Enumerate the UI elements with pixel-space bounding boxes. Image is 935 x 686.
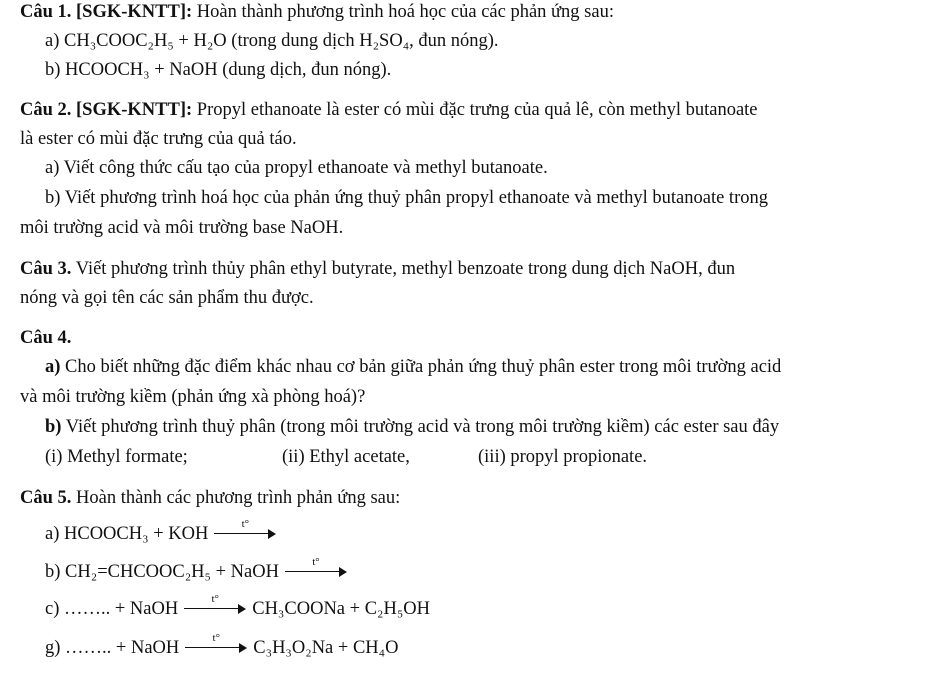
q5-g xyxy=(45,632,399,660)
q3-text2: nóng và gọi tên các sản phẩm thu được. xyxy=(20,288,314,308)
arrow-head-icon xyxy=(339,567,347,577)
q5-b-reactants: CH₂=CHCOOC₂H₅ + NaOH xyxy=(65,562,279,582)
q5-g-label: g) xyxy=(45,638,66,658)
q1-a-label: a) xyxy=(45,31,64,51)
q4-a-line xyxy=(45,355,781,379)
q5-title: Câu 5. xyxy=(20,488,72,508)
q5-c xyxy=(45,593,431,621)
q5-c-arrow xyxy=(184,593,246,618)
q1-a-equation: CH₃COOC₂H₅ + H₂O xyxy=(64,31,227,51)
q2-title: Câu 2. [SGK-KNTT]: xyxy=(20,100,193,120)
q4-a-text1: Cho biết những đặc điểm khác nhau cơ bản giữa phản ứng thuỷ phân ester trong môi trường acid xyxy=(60,357,782,377)
q5-a-arrow xyxy=(214,518,276,543)
q5-title-line xyxy=(20,486,400,510)
q2-text1: Propyl ethanoate là ester có mùi đặc trưng của quả lê, còn methyl butanoate xyxy=(192,100,758,120)
q2-b2: môi trường acid và môi trường base NaOH. xyxy=(20,218,344,238)
q5-b-condition: t° xyxy=(312,556,320,568)
q2-text2: là ester có mùi đặc trưng của quả táo. xyxy=(20,129,297,149)
q5-g-condition: t° xyxy=(212,632,221,644)
q4-item-2: (ii) Ethyl acetate, xyxy=(282,447,410,467)
q2-b1: b) Viết phương trình hoá học của phản ứng thuỷ phân propyl ethanoate và methyl butanoate trong xyxy=(45,188,768,208)
q4-a-label: a) xyxy=(45,357,61,377)
q3-title-line xyxy=(20,257,735,281)
q5-a xyxy=(45,518,282,546)
q5-g-arrow xyxy=(185,632,247,657)
q1-text: Hoàn thành phương trình hoá học của các phản ứng sau: xyxy=(192,2,614,22)
q1-a xyxy=(45,29,499,53)
arrow-head-icon xyxy=(239,643,247,653)
q1-title: Câu 1. [SGK-KNTT]: xyxy=(20,2,193,22)
q4-b-label: b) xyxy=(45,417,62,437)
q5-a-reactants: HCOOCH₃ + KOH xyxy=(64,524,209,544)
q5-a-condition: t° xyxy=(241,518,250,530)
q5-c-reactants: …….. + NaOH xyxy=(64,599,179,619)
q1-b-equation: HCOOCH₃ + NaOH xyxy=(65,60,218,80)
q4-title xyxy=(20,326,71,350)
arrow-head-icon xyxy=(268,529,276,539)
q1-a-condition: (trong dung dịch H₂SO₄, đun nóng). xyxy=(226,31,499,51)
q4-b-text: Viết phương trình thuỷ phân (trong môi trường acid và trong môi trường kiềm) các ester sau đây xyxy=(61,417,780,437)
q1-b-label: b) xyxy=(45,60,66,80)
q5-g-reactants: …….. + NaOH xyxy=(65,638,180,658)
q2-a: a) Viết công thức cấu tạo của propyl ethanoate và methyl butanoate. xyxy=(45,158,548,178)
q4-title-text: Câu 4. xyxy=(20,328,72,348)
q4-b-line xyxy=(45,415,779,439)
arrow-head-icon xyxy=(238,604,246,614)
q5-c-label: c) xyxy=(45,599,64,619)
q2-title-line xyxy=(20,98,758,122)
q4-a-text2: và môi trường kiềm (phản ứng xà phòng hoá)? xyxy=(20,387,366,407)
q5-c-products: CH₃COONa + C₂H₅OH xyxy=(252,599,431,619)
q5-a-label: a) xyxy=(45,524,64,544)
q3-title: Câu 3. xyxy=(20,259,72,279)
q3-text1: Viết phương trình thủy phân ethyl butyrate, methyl benzoate trong dung dịch NaOH, đun xyxy=(71,259,736,279)
q5-g-products: C₃H₃O₂Na + CH₄O xyxy=(253,638,399,658)
q5-b xyxy=(45,556,353,584)
q4-item-3: (iii) propyl propionate. xyxy=(478,447,648,467)
q1-title-line xyxy=(20,0,614,24)
q5-text: Hoàn thành các phương trình phản ứng sau: xyxy=(71,488,401,508)
q5-b-arrow xyxy=(285,556,347,581)
q1-b-condition: (dung dịch, đun nóng). xyxy=(217,60,392,80)
q1-b xyxy=(45,58,391,82)
q4-item-1: (i) Methyl formate; xyxy=(45,447,188,467)
q5-c-condition: t° xyxy=(211,593,219,605)
q5-b-label: b) xyxy=(45,562,66,582)
